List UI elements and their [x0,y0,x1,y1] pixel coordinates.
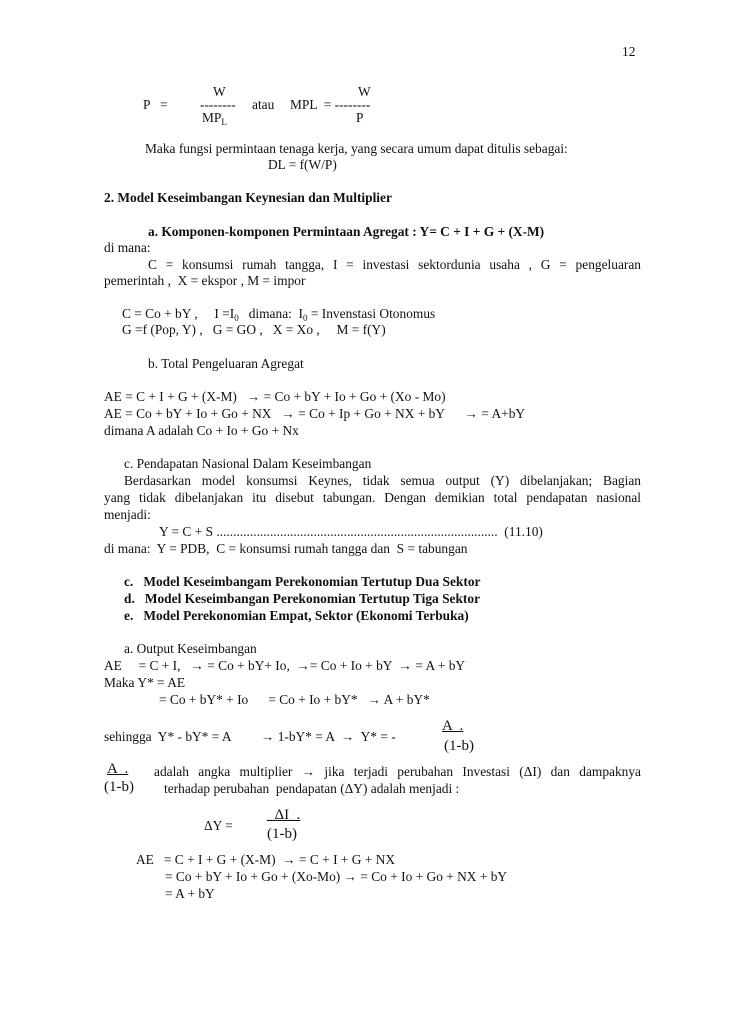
sub-b-title: b. Total Pengeluaran Agregat [148,356,304,371]
para-line-2: yang tidak dibelanjakan itu disebut tabungan. Dengan demikian total pendapatan nasional [104,490,641,505]
fraction-a-numerator: A . [442,718,464,734]
arrow-right-icon: → [301,764,316,779]
multiplier-line-1: adalah angka multiplier → jika terjadi perubahan Investasi (ΔI) dan dampaknya [154,764,641,779]
output-title: a. Output Keseimbangan [124,641,257,656]
arrow-right-icon: → [246,389,261,404]
ycs-line: Y = C + S .................................................................................... (11.10) [159,524,543,539]
delta-fraction-numerator: _ΔI_. [267,807,301,823]
formula-p-numerator: W [213,84,226,99]
formula-mpl-numerator: W [358,84,371,99]
multiplier-numerator: A . [107,761,129,777]
sub-a-title: a. Komponen-komponen Permintaan Agregat : Y= C + I + G + (X-M) [148,224,545,239]
formula-mpl-denominator: P [356,110,364,125]
eq-c-line: C = Co + bY , $I =I_0$ dimana: $I_0$ = Invenstasi Otonomus [122,306,436,323]
output-line-3: = Co + bY* + Io = Co + Io + bY* → A + bY* [159,692,430,707]
arrow-right-icon: → [281,406,295,421]
ycs-definition: di mana: Y = PDB, C = konsumsi rumah tangga dan S = tabungan [104,541,468,556]
labor-demand-intro: Maka fungsi permintaan tenaga kerja, yang secara umum dapat ditulis sebagai: [145,141,568,156]
formula-p-dashes: -------- [200,97,236,112]
output-line-2: Maka Y* = AE [104,675,186,690]
ae-line-1: AE = C + I + G + (X-M) → = Co + bY + Io + Go + (Xo - Mo) [104,389,446,404]
formula-mpl-lhs: MPL = -------- [290,97,371,112]
page-number: 12 [622,44,636,59]
ae-line-3: dimana A adalah Co + Io + Go + Nx [104,423,299,438]
delta-y-lhs: ΔY = [204,818,233,833]
para-line-1: Berdasarkan model konsumsi Keynes, tidak semua output (Y) dibelanjakan; Bagian [124,473,641,488]
arrow-right-icon: → [190,658,204,673]
arrow-right-icon: → [282,852,296,867]
components-line-1: C = konsumsi rumah tangga, I = investasi sektordunia usaha , G = pengeluaran [148,257,641,272]
eq-g-line: G =f (Pop, Y) , G = GO , X = Xo , M = f(Y) [122,322,386,337]
arrow-right-icon: → [341,729,355,744]
multiplier-denominator: (1-b) [104,779,134,795]
formula-sep: atau [252,97,275,112]
arrow-right-icon: → [343,869,357,884]
arrow-right-icon: → [296,658,310,673]
sub-c-title: c. Pendapatan Nasional Dalam Keseimbangan [124,456,372,471]
formula-p-denominator: $MP_L$ [202,110,227,127]
para-line-3: menjadi: [104,507,151,522]
arrow-right-icon: → [398,658,413,673]
model-c: c. Model Keseimbangam Perekonomian Tertutup Dua Sektor [124,574,481,589]
ae-line-2: AE = Co + bY + Io + Go + NX → = Co + Ip + Go + NX + bY → = A+bY [104,406,526,421]
section-2-title: 2. Model Keseimbangan Keynesian dan Multiplier [104,190,392,205]
final-line-1: AE = C + I + G + (X-M) → = C + I + G + NX [136,852,396,867]
arrow-right-icon: → [464,406,478,421]
formula-p-lhs: P = [143,97,168,112]
output-line-4: sehingga Y* - bY* = A → 1-bY* = A → Y* = - [104,729,396,744]
final-line-3: = A + bY [165,886,215,901]
arrow-right-icon: → [367,692,381,707]
model-e: e. Model Perekonomian Empat, Sektor (Ekonomi Terbuka) [124,608,469,623]
final-line-2: = Co + bY + Io + Go + (Xo-Mo) → = Co + Io + Go + NX + bY [165,869,508,884]
dimana-label: di mana: [104,240,151,255]
model-d: d. Model Keseimbangan Perekonomian Tertutup Tiga Sektor [124,591,481,606]
delta-fraction-denominator: (1-b) [267,826,297,842]
arrow-right-icon: → [260,729,275,744]
multiplier-line-2: terhadap perubahan pendapatan (ΔY) adalah menjadi : [164,781,460,796]
fraction-a-denominator: (1-b) [444,738,474,754]
labor-demand-formula: DL = f(W/P) [268,157,337,172]
output-line-1: AE = C + I, → = Co + bY+ Io, →= Co + Io + bY → = A + bY [104,658,466,673]
components-line-2: pemerintah , X = ekspor , M = impor [104,273,306,288]
